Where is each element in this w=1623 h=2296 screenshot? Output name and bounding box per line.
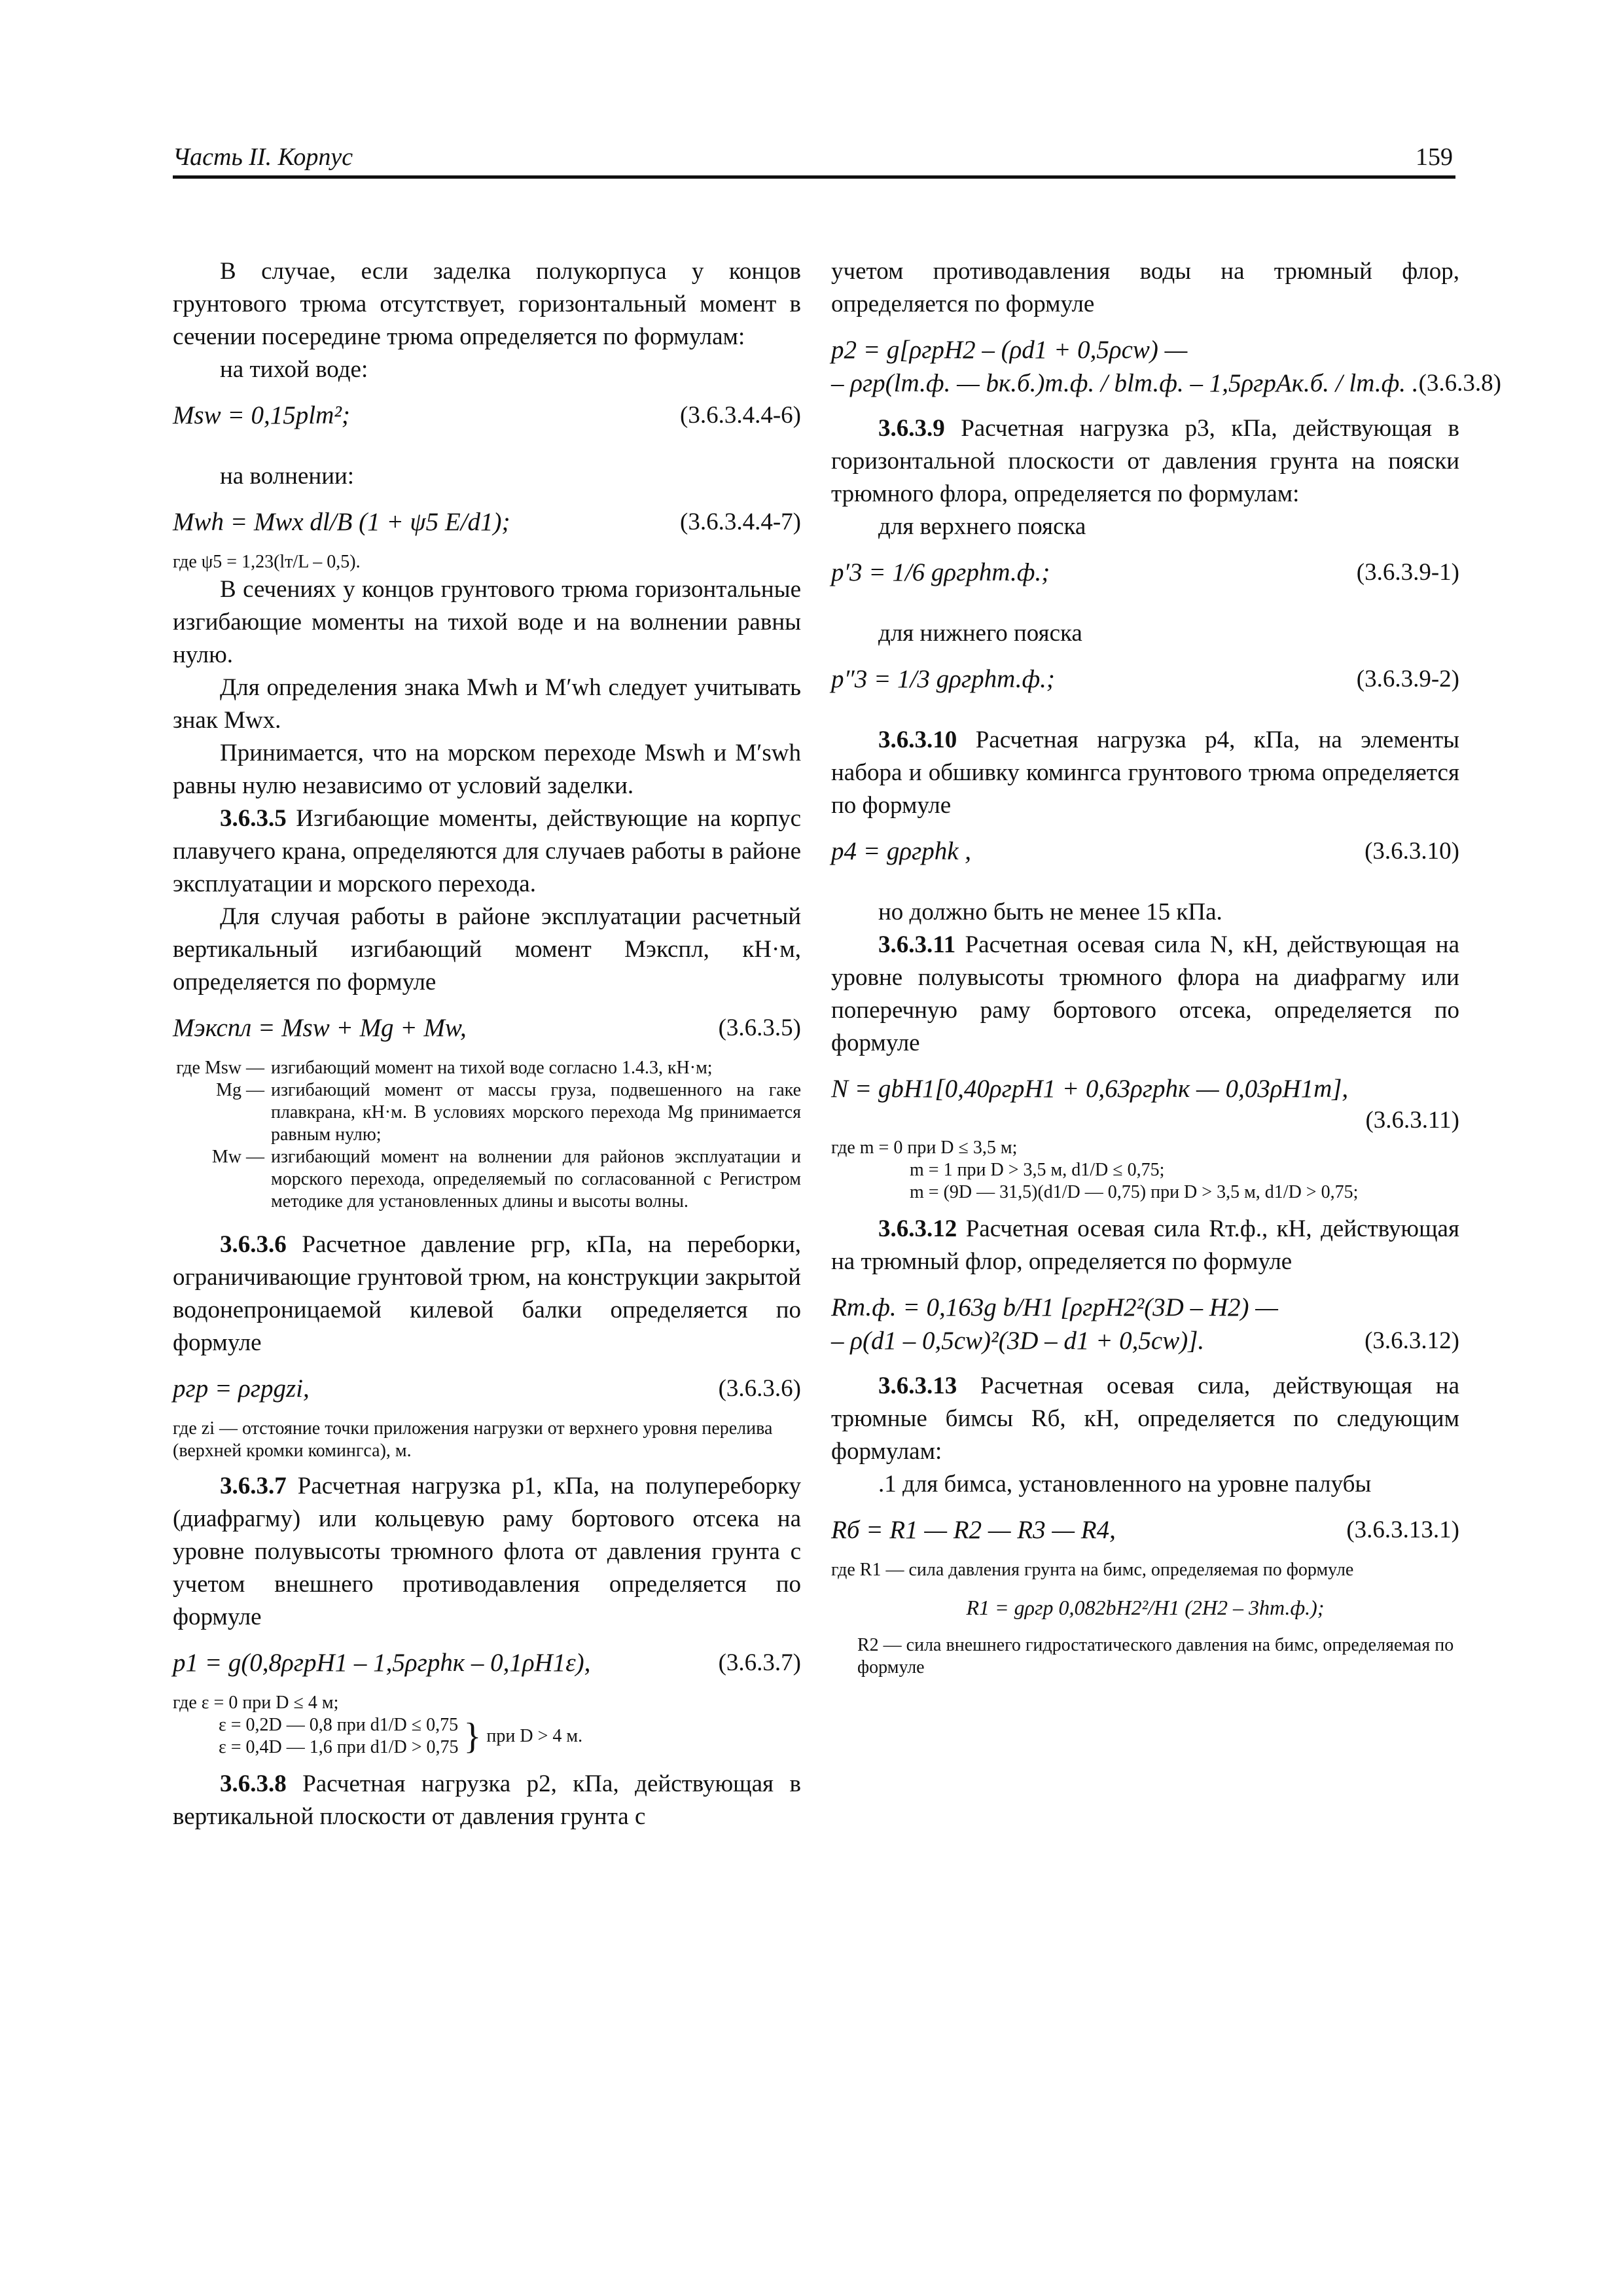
equation-number: (3.6.3.13.1) [1346, 1516, 1459, 1543]
section-number: 3.6.3.13 [878, 1372, 957, 1399]
definition-term: Mw — [211, 1147, 264, 1167]
paragraph-3-6-3-8 [173, 1768, 801, 1833]
section-number: 3.6.3.5 [220, 805, 287, 832]
equation-3-6-3-8-line-1 [831, 335, 1459, 365]
paragraph: Для определения знака Mwh и M′wh следует учитывать знак Mwx. [173, 674, 801, 734]
paragraph-text: Расчетная нагрузка p1, кПа, на полупереборку (диафрагму) или кольцевую раму бортового отсека на уровне полувысоты трюмного флота от давления грунта с учетом внешнего противодавления определяется по формуле [173, 1473, 802, 1630]
equation-formula: p″3 = 1/3 gρгрhт.ф.; [831, 665, 1055, 693]
footnote-epsilon: где ε = 0 при D ≤ 4 м; ε = 0,2D — 0,8 при d1/D ≤ 0,75 ε = 0,4D — 1,6 при d1/D > 0,75 } при D > 4 м. [173, 1692, 801, 1759]
equation-formula: Mэкспл = Msw + Mg + Mw, [173, 1014, 467, 1042]
equation-3-6-3-5 [173, 1013, 801, 1043]
section-number: 3.6.3.11 [878, 931, 956, 958]
paragraph-3-6-3-5 [173, 802, 801, 901]
equation-3-6-3-9-1 [831, 558, 1459, 587]
footnote: R2 — сила внешнего гидростатического давления на бимс, определяемая по формуле [857, 1635, 1454, 1677]
footnote-line: при D > 4 м. [486, 1726, 583, 1746]
footnote-line: где m = 0 при D ≤ 3,5 м; [831, 1138, 1018, 1158]
paragraph: для верхнего пояска [878, 513, 1086, 540]
section-number: 3.6.3.10 [878, 726, 957, 753]
equation-number: (3.6.3.11) [1365, 1107, 1459, 1134]
equation-formula: pгр = ρгрgzi, [173, 1374, 310, 1403]
definition-text: изгибающий момент на тихой воде согласно 1.4.3, кН·м; [271, 1058, 713, 1078]
paragraph: В сечениях у концов грунтового трюма горизонтальные изгибающие моменты на тихой воде и на волнении равны нулю. [173, 576, 801, 668]
paragraph-text: Расчетная осевая сила N, кН, действующая на уровне полувысоты трюмного флора на диафрагму или поперечную раму бортового отсека, определяется по формуле [831, 931, 1460, 1056]
equation-number: (3.6.3.7) [718, 1649, 801, 1676]
footnote: где R1 — сила давления грунта на бимс, определяемая по формуле [831, 1560, 1354, 1580]
right-column [831, 255, 1501, 1679]
equation-formula: Rт.ф. = 0,163g b/H1 [ρгрH2²(3D – H2) — [831, 1293, 1278, 1321]
equation-3-6-3-8-line-2 [831, 368, 1501, 398]
paragraph-text: Расчетная нагрузка p4, кПа, на элементы набора и обшивку комингса грунтового трюма определяется по формуле [831, 726, 1459, 819]
paragraph: Для случая работы в районе эксплуатации расчетный вертикальный изгибающий момент Mэкспл, кН·м, определяется по формуле [173, 903, 801, 996]
section-number: 3.6.3.8 [220, 1770, 287, 1797]
footnote-line: ε = 0,2D — 0,8 при d1/D ≤ 0,75 [219, 1715, 459, 1735]
left-column [173, 255, 801, 1833]
paragraph-3-6-3-7 [173, 1470, 801, 1634]
equation-formula: p2 = g[ρгрH2 – (ρd1 + 0,5ρcw) — [831, 336, 1188, 364]
equation-3-6-3-13-1 [831, 1515, 1459, 1545]
equation-formula: – ρ(d1 – 0,5cw)²(3D – d1 + 0,5cw)]. [831, 1327, 1205, 1355]
paragraph: В случае, если заделка полукорпуса у концов грунтового трюма отсутствует, горизонтальный момент в сечении посередине трюма определяется по формулам: [173, 258, 801, 350]
equation-number: (3.6.3.8) [1418, 370, 1501, 397]
equation-3-6-3-11 [831, 1074, 1459, 1103]
paragraph-3-6-3-6 [173, 1229, 801, 1359]
paragraph: учетом противодавления воды на трюмный флор, определяется по формуле [831, 258, 1459, 317]
footnote-m [831, 1137, 1459, 1204]
paragraph: Принимается, что на морском переходе Mswh и M′swh равны нулю независимо от условий заделки. [173, 740, 801, 799]
equation-3-6-3-6 [173, 1374, 801, 1403]
equation-number: (3.6.3.6) [718, 1375, 801, 1402]
section-number: 3.6.3.7 [220, 1473, 287, 1499]
definition-term: Mg — [216, 1080, 264, 1100]
paragraph-text: Расчетная осевая сила Rт.ф., кН, действующая на трюмный флор, определяется по формуле [831, 1215, 1459, 1275]
page-number: 159 [1416, 143, 1453, 171]
paragraph-text: Расчетная осевая сила, действующая на трюмные бимсы Rб, кН, определяется по следующим формулам: [831, 1372, 1459, 1465]
paragraph: на волнении: [220, 463, 355, 490]
equation-number: (3.6.3.12) [1364, 1327, 1459, 1354]
paragraph-3-6-3-10 [831, 724, 1459, 822]
footnote-line: m = (9D — 31,5)(d1/D — 0,75) при D > 3,5 м, d1/D > 0,75; [910, 1182, 1359, 1202]
paragraph-3-6-3-11 [831, 929, 1459, 1060]
paragraph-3-6-3-9 [831, 412, 1459, 511]
equation-formula: Mwh = Mwx dl/B (1 + ψ5 E/d1); [173, 508, 510, 536]
paragraph: для нижнего пояска [878, 620, 1082, 647]
paragraph-3-6-3-13 [831, 1370, 1459, 1468]
equation-number: (3.6.3.10) [1364, 838, 1459, 865]
paragraph-text: Расчетная нагрузка p3, кПа, действующая в горизонтальной плоскости от давления грунта на пояски трюмного флора, определяется по формулам: [831, 415, 1460, 507]
paragraph-text: Расчетное давление pгр, кПа, на переборки, ограничивающие грунтовой трюм, на конструкции закрытой водонепроницаемой килевой балки определяется по формуле [173, 1231, 801, 1356]
paragraph: на тихой воде: [220, 356, 368, 383]
section-number: 3.6.3.9 [878, 415, 945, 442]
running-header-section: Часть II. Корпус [173, 143, 353, 171]
paragraph: .1 для бимса, установленного на уровне палубы [878, 1471, 1372, 1498]
footnote: где zi — отстояние точки приложения нагрузки от верхнего уровня перелива (верхней кромки комингса), м. [173, 1418, 773, 1461]
equation-number: (3.6.3.5) [718, 1014, 801, 1041]
equation-3-6-3-7 [173, 1648, 801, 1677]
equation-formula: Msw = 0,15plт²; [173, 401, 350, 429]
equation-number: (3.6.3.9-1) [1356, 559, 1459, 586]
footnote-line: где ε = 0 при D ≤ 4 м; [173, 1693, 339, 1713]
definition-term: где Msw — [176, 1058, 264, 1078]
equation-formula: p4 = gρгрhk , [831, 837, 972, 865]
equation-number: (3.6.3.4.4-7) [680, 509, 801, 535]
equation-3-6-3-12-line-1 [831, 1293, 1459, 1322]
equation-number: (3.6.3.4.4-6) [680, 402, 801, 429]
footnote: где ψ5 = 1,23(lт/L – 0,5). [173, 552, 361, 572]
equation-formula: p1 = g(0,8ρгрH1 – 1,5ρгрhк – 0,1ρH1ε), [173, 1649, 591, 1677]
footnote-line: ε = 0,4D — 1,6 при d1/D > 0,75 [219, 1737, 459, 1757]
equation-3-6-3-10 [831, 836, 1459, 866]
paragraph-text: Изгибающие моменты, действующие на корпус плавучего крана, определяются для случаев работы в районе эксплуатации и морского перехода. [173, 805, 801, 897]
equation-formula: p′3 = 1/6 gρгрhт.ф.; [831, 558, 1050, 586]
equation-3-6-3-11-number-row [831, 1106, 1459, 1134]
equation-formula: N = gbH1[0,40ρгрH1 + 0,63ρгрhк — 0,03ρH1m], [831, 1075, 1349, 1103]
paragraph-text: Расчетная нагрузка p2, кПа, действующая в вертикальной плоскости от давления грунта с [173, 1770, 802, 1830]
equation-3-6-3-4-4-6 [173, 401, 801, 430]
equation-3-6-3-9-2 [831, 664, 1459, 694]
equation-3-6-3-12-line-2 [831, 1326, 1459, 1355]
equation-formula: – ρгр(lт.ф. — bк.б.)т.ф. / blт.ф. – 1,5ρгрAк.б. / lт.ф. . [831, 369, 1419, 397]
paragraph-3-6-3-12 [831, 1213, 1459, 1278]
equation-formula: Rб = R1 — R2 — R3 — R4, [831, 1516, 1116, 1544]
section-number: 3.6.3.12 [878, 1215, 957, 1242]
definition-text: изгибающий момент на волнении для районов эксплуатации и морского перехода, определяемый по согласованной с Регистром методике для установленных длины и высоты волны. [271, 1147, 801, 1211]
footnote-line: m = 1 при D > 3,5 м, d1/D ≤ 0,75; [910, 1160, 1165, 1180]
footnote-definitions [173, 1057, 801, 1213]
equation-number: (3.6.3.9-2) [1356, 666, 1459, 692]
header-rule [173, 175, 1455, 179]
equation-formula: R1 = gρгр 0,082bH2²/H1 (2H2 – 3hт.ф.); [966, 1596, 1325, 1619]
equation-3-6-3-4-4-7 [173, 507, 801, 537]
section-number: 3.6.3.6 [220, 1231, 287, 1258]
paragraph: но должно быть не менее 15 кПа. [878, 899, 1222, 925]
equation-r1 [831, 1596, 1459, 1620]
definition-text: изгибающий момент от массы груза, подвешенного на гаке плавкрана, кН·м. В условиях морского перехода Mg принимается равным нулю; [271, 1080, 801, 1145]
